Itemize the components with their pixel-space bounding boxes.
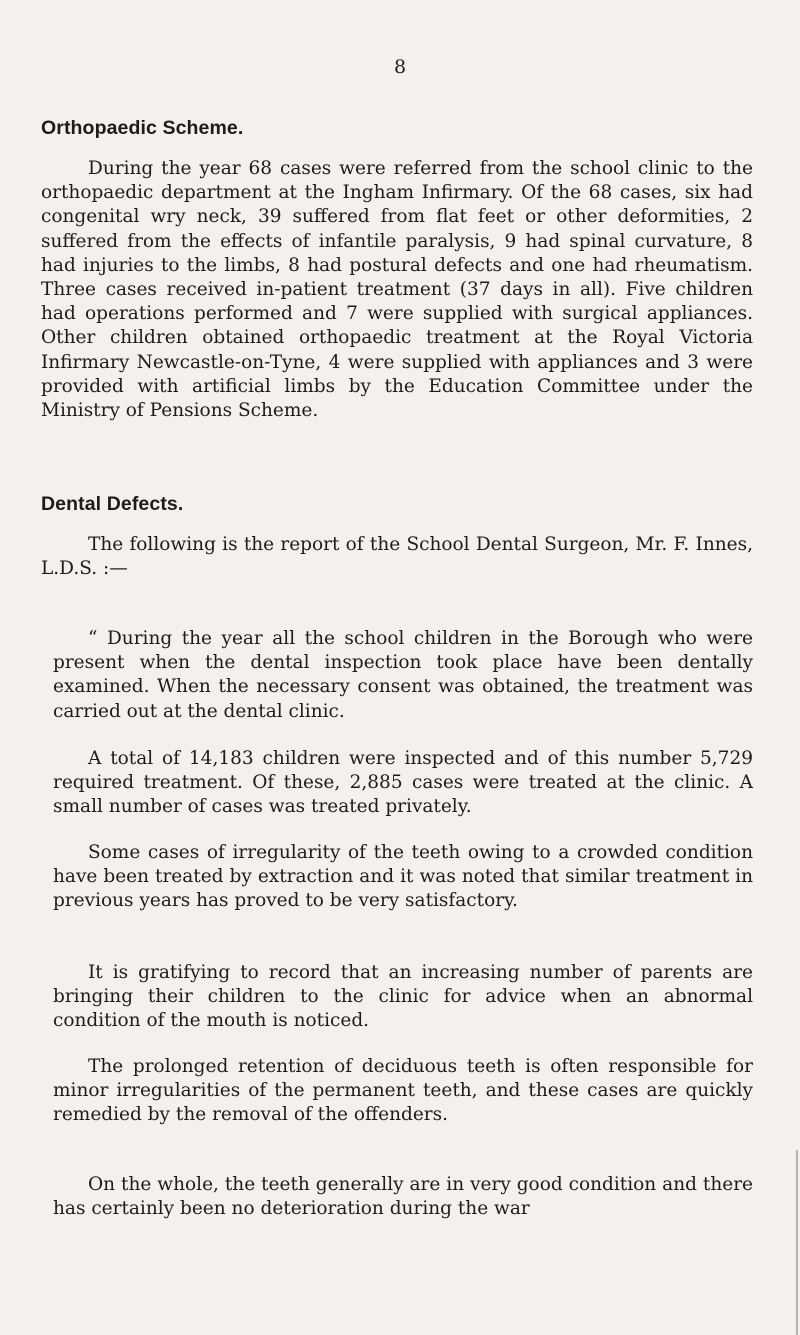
paragraph-dental-2-text: A total of 14,183 children were inspected and of this number 5,729 required treatment. Of these, 2,885 cases were treated at the clinic. A small number of cases was treated privately. bbox=[53, 748, 753, 818]
page-edge-shadow bbox=[796, 1150, 798, 1335]
paragraph-dental-4: It is gratifying to record that an increasing number of parents are bringing their children to the clinic for advice when an abnormal condition of the mouth is noticed. bbox=[53, 962, 753, 1032]
section-heading-orthopaedic: Orthopaedic Scheme. bbox=[41, 117, 244, 139]
paragraph-orthopaedic: During the year 68 cases were referred from the school clinic to the orthopaedic department at the Ingham Infirmary. Of the 68 cases, six had congenital wry neck, 39 suffered from flat feet or other deformities, 2 suffered from the effects of infantile paralysis, 9 had spinal curvature, 8 had injuries to the limbs, 8 had postural defects and one had rheumatism. Three cases received in-patient treatment (37 days in all). Five children had operations performed and 7 were supplied with surgical appliances. Other children obtained orthopaedic treatment at the Royal Victoria Infirmary Newcastle-on-Tyne, 4 were supplied with appliances and 3 were provided with artificial limbs by the Education Committee under the Ministry of Pensions Scheme. bbox=[41, 158, 753, 422]
page-number: 8 bbox=[393, 56, 407, 78]
paragraph-dental-3: Some cases of irregularity of the teeth owing to a crowded condition have been treated by extraction and it was noted that similar treatment in previous years has proved to be very satisfactory. bbox=[53, 842, 753, 912]
paragraph-dental-6: On the whole, the teeth generally are in very good condition and there has certainly been no deterioration during the war bbox=[53, 1174, 753, 1220]
section-heading-dental: Dental Defects. bbox=[41, 493, 184, 515]
paragraph-dental-intro: The following is the report of the School Dental Surgeon, Mr. F. Innes, L.D.S. :— bbox=[41, 534, 753, 580]
paragraph-dental-5: The prolonged retention of deciduous teeth is often responsible for minor irregularities of the permanent teeth, and these cases are quickly remedied by the removal of the offenders. bbox=[53, 1056, 753, 1126]
paragraph-dental-1: “ During the year all the school children in the Borough who were present when the dental inspection took place have been dentally examined. When the necessary consent was obtained, the treatment was carried out at the dental clinic. bbox=[53, 628, 753, 722]
